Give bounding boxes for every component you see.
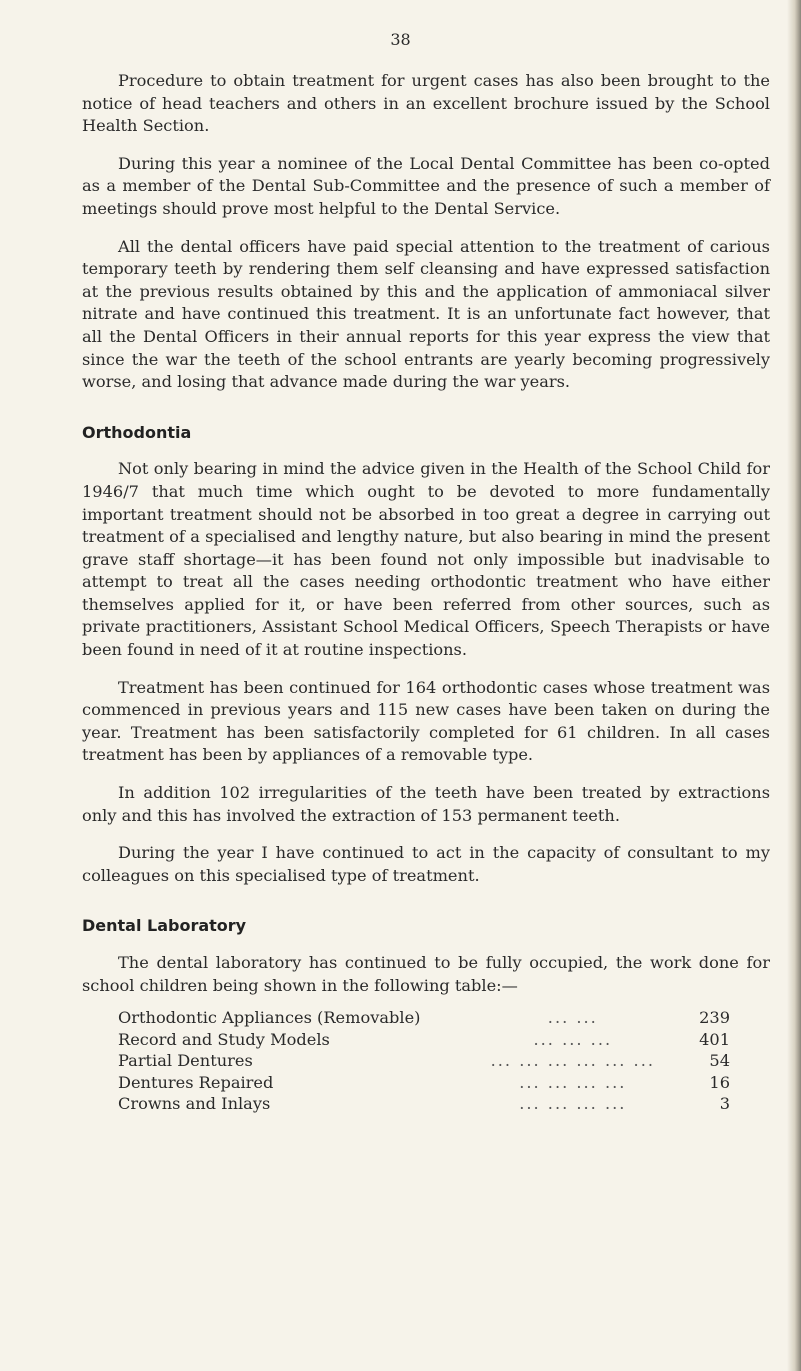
section-heading-orthodontia: Orthodontia	[82, 422, 192, 442]
section-heading-dental-laboratory: Dental Laboratory	[82, 916, 247, 936]
paragraph: Not only bearing in mind the advice given in the Health of the School Child for 1946/7 that much time which ought to be devoted to more fundamentally important treatment should not be absorbed in too great a degree in carrying out treatment of a specialised and lengthy nature, but also bearing in mind the present grave staff shortage—it has been found not only impossible but inadvisable to attempt to treat all the cases needing orthodontic treatment who have either themselves applied for it, or have been referred from other sources, such as private practitioners, Assistant School Medical Officers, Speech Therapists or have been found in need of it at routine inspections.	[82, 459, 770, 660]
paragraph: During this year a nominee of the Local Dental Committee has been co-opted as a member of the Dental Sub-Committee and the presence of such a member of meetings should prove most helpful to the Dental Service.	[82, 153, 770, 218]
paragraph: All the dental officers have paid special attention to the treatment of carious temporary teeth by rendering them self cleansing and have expressed satisfaction at the previous results obtained by this and the application of ammoniacal silver nitrate and have continued this treatment. It is an unfortunate fact however, that all the Dental Officers in their annual reports for this year express the view that since the war the teeth of the school entrants are yearly becoming progressively worse, and losing that advance made during the war years.	[82, 236, 770, 392]
table-row	[118, 1072, 730, 1094]
row-label: Orthodontic Appliances (Removable)	[118, 1008, 421, 1028]
row-value: 401	[699, 1029, 730, 1049]
page-edge-shadow	[787, 0, 801, 1371]
row-label: Record and Study Models	[118, 1029, 330, 1049]
row-label: Crowns and Inlays	[118, 1094, 271, 1114]
table-row	[118, 1007, 730, 1029]
paragraph: Treatment has been continued for 164 orthodontic cases whose treatment was commenced in previous years and 115 new cases have been taken on during the year. Treatment has been satisfactorily completed for 61 children. In all cases treatment has been by appliances of a removable type.	[82, 677, 770, 765]
paragraph: The dental laboratory has continued to be fully occupied, the work done for school children being shown in the following table:—	[82, 953, 770, 995]
table-row	[118, 1050, 730, 1072]
page-number: 38	[390, 30, 411, 49]
row-leader: ... ... ... ...	[519, 1094, 627, 1114]
laboratory-table	[118, 1007, 730, 1115]
row-leader: ... ...	[547, 1008, 598, 1028]
page-body	[82, 70, 770, 1115]
row-leader: ... ... ... ...	[519, 1072, 627, 1092]
table-row	[118, 1093, 730, 1115]
row-label: Partial Dentures	[118, 1051, 253, 1071]
paragraph: In addition 102 irregularities of the teeth have been treated by extractions only and this has involved the extraction of 153 permanent teeth.	[82, 783, 770, 825]
row-value: 54	[709, 1051, 730, 1071]
row-value: 3	[719, 1094, 730, 1114]
row-leader: ... ... ... ... ... ...	[490, 1051, 655, 1071]
row-value: 239	[699, 1008, 730, 1028]
row-value: 16	[709, 1072, 730, 1092]
table-row	[118, 1029, 730, 1051]
row-label: Dentures Repaired	[118, 1072, 274, 1092]
paragraph: During the year I have continued to act in the capacity of consultant to my colleagues on this specialised type of treatment.	[82, 843, 770, 885]
paragraph: Procedure to obtain treatment for urgent cases has also been brought to the notice of head teachers and others in an excellent brochure issued by the School Health Section.	[82, 71, 770, 136]
row-leader: ... ... ...	[533, 1029, 613, 1049]
